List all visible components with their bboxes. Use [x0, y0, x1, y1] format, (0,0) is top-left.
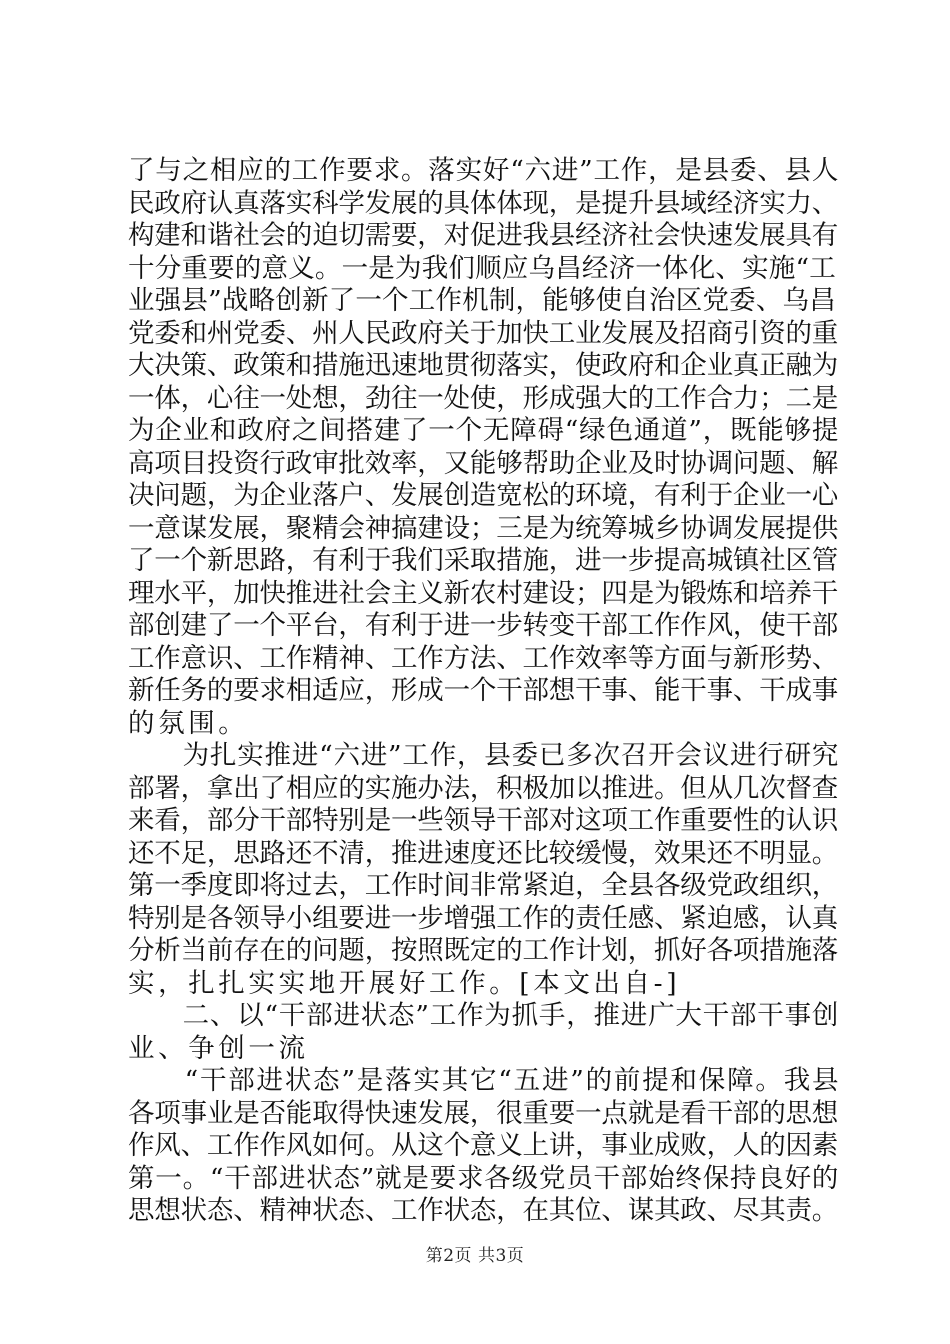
- text-line: 特别是各领导小组要进一步增强工作的责任感、紧迫感，认真: [128, 902, 839, 934]
- text-line: 第一季度即将过去，工作时间非常紧迫，全县各级党政组织，: [128, 870, 839, 901]
- text-line: 业强县”战略创新了一个工作机制，能够使自治区党委、乌昌: [128, 285, 836, 316]
- text-line: 新任务的要求相适应，形成一个干部想干事、能干事、干成事: [128, 675, 839, 706]
- text-line: 构建和谐社会的迫切需要，对促进我县经济社会快速发展具有: [128, 220, 839, 251]
- text-line: 一意谋发展，聚精会神搞建设；三是为统筹城乡协调发展提供: [128, 512, 839, 544]
- text-line: 了与之相应的工作要求。落实好“六进”工作，是县委、县人: [128, 155, 840, 186]
- text-line: 各项事业是否能取得快速发展，很重要一点就是看干部的思想: [128, 1097, 839, 1129]
- text-line: 为企业和政府之间搭建了一个无障碍“绿色通道”，既能够提: [128, 415, 840, 446]
- text-line: 来看，部分干部特别是一些领导干部对这项工作重要性的认识: [128, 805, 839, 836]
- text-line: 了一个新思路，有利于我们采取措施，进一步提高城镇社区管: [128, 545, 839, 576]
- text-line: 作风、工作作风如何。从这个意义上讲，事业成败，人的因素: [128, 1130, 839, 1161]
- text-line: 第一。“干部进状态”就是要求各级党员干部始终保持良好的: [128, 1162, 840, 1194]
- text-line: 理水平，加快推进社会主义新农村建设；四是为锻炼和培养干: [128, 577, 839, 609]
- text-line: 决问题，为企业落户、发展创造宽松的环境，有利于企业一心: [128, 480, 839, 511]
- text-line: 民政府认真落实科学发展的具体体现，是提升县域经济实力、: [128, 187, 839, 219]
- text-line: 还不足，思路还不清，推进速度还比较缓慢，效果还不明显。: [128, 837, 839, 869]
- section-heading: 业、争创一流: [128, 1032, 309, 1064]
- text-line: “干部进状态”是落实其它“五进”的前提和保障。我县: [128, 1065, 841, 1096]
- text-line: 十分重要的意义。一是为我们顺应乌昌经济一体化、实施“工: [128, 252, 836, 284]
- page-number-footer: 第2页 共3页: [425, 1246, 525, 1266]
- text-line: 高项目投资行政审批效率，又能够帮助企业及时协调问题、解: [128, 447, 839, 479]
- section-heading: 二、以“干部进状态”工作为抓手，推进广大干部干事创: [128, 1000, 840, 1031]
- text-line: 思想状态、精神状态、工作状态，在其位、谋其政、尽其责。: [128, 1195, 839, 1226]
- text-line: 党委和州党委、州人民政府关于加快工业发展及招商引资的重: [128, 317, 839, 349]
- text-line: 为扎实推进“六进”工作，县委已多次召开会议进行研究: [128, 740, 840, 771]
- text-line: 工作意识、工作精神、工作方法、工作效率等方面与新形势、: [128, 642, 839, 674]
- text-line: 实，扎扎实实地开展好工作。[本文出自-]: [128, 967, 681, 999]
- text-line: 分析当前存在的问题，按照既定的工作计划，抓好各项措施落: [128, 935, 839, 966]
- text-line: 一体，心往一处想，劲往一处使，形成强大的工作合力；二是: [128, 382, 839, 414]
- text-line: 部署，拿出了相应的实施办法，积极加以推进。但从几次督查: [128, 772, 839, 804]
- text-line: 部创建了一个平台，有利于进一步转变干部工作作风，使干部: [128, 610, 839, 641]
- document-body: [128, 156, 840, 1229]
- text-line: 的氛围。: [128, 707, 249, 739]
- text-line: 大决策、政策和措施迅速地贯彻落实，使政府和企业真正融为: [128, 350, 839, 381]
